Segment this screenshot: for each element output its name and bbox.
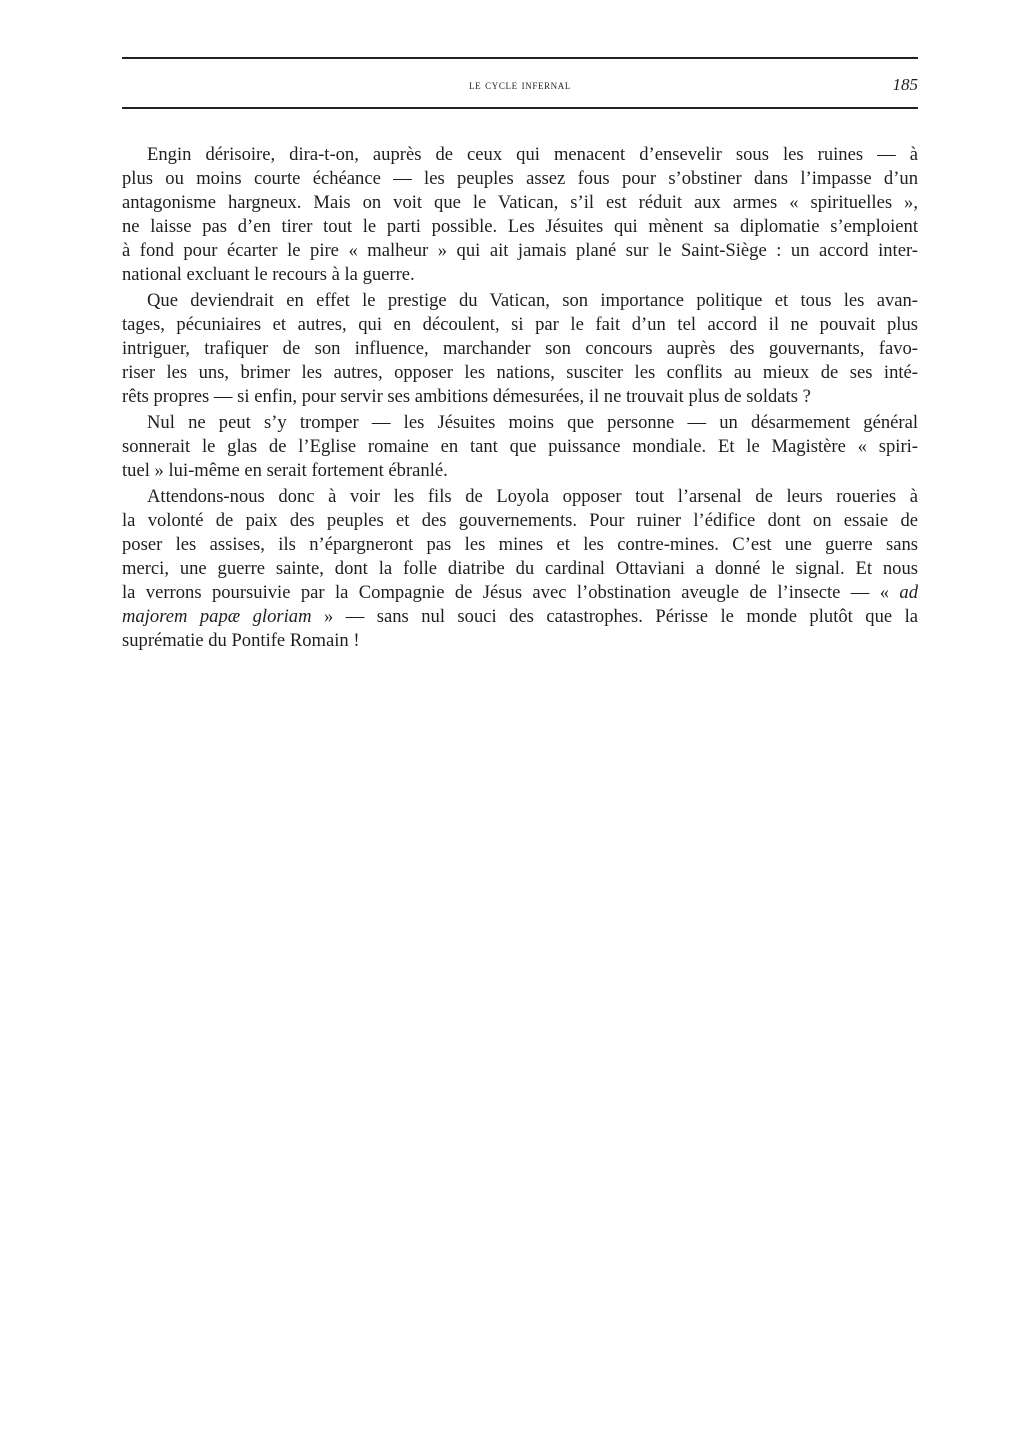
text-line: suprématie du Pontife Romain ! (122, 630, 360, 651)
text-line: sonnerait le glas de l’Eglise romaine en tant que puissance mondiale. Et le Magistère « spiri- (122, 436, 918, 457)
page-number: 185 (892, 75, 918, 94)
text-line: Engin dérisoire, dira-t-on, auprès de ceux qui menacent d’ensevelir sous les ruines — à (147, 144, 918, 165)
paragraph (122, 411, 918, 483)
text-line: intriguer, trafiquer de son influence, marchander son concours auprès des gouvernants, favo- (122, 338, 918, 359)
text-line (122, 581, 918, 605)
text-line: la volonté de paix des peuples et des gouvernements. Pour ruiner l’édifice dont on essaie de (122, 510, 918, 531)
text-line: tuel » lui-même en serait fortement ébranlé. (122, 460, 448, 481)
text-line: tages, pécuniaires et autres, qui en découlent, si par le fait d’un tel accord il ne pouvait plus (122, 314, 918, 335)
paragraph (122, 289, 918, 409)
text-line: Que deviendrait en effet le prestige du Vatican, son importance politique et tous les avan- (147, 290, 918, 311)
text-segment: la verrons poursuivie par la Compagnie de Jésus avec l’obstination aveugle de l’insecte — « (122, 582, 900, 603)
latin-phrase: ad (899, 582, 918, 603)
header-bottom-rule (122, 107, 918, 109)
text-line: antagonisme hargneux. Mais on voit que le Vatican, s’il est réduit aux armes « spirituelles », (122, 192, 918, 213)
text-line: merci, une guerre sainte, dont la folle diatribe du cardinal Ottaviani a donné le signal. Et nous (122, 558, 918, 579)
running-title: le cycle infernal (469, 77, 571, 92)
text-line: rêts propres — si enfin, pour servir ses ambitions démesurées, il ne trouvait plus de soldats ? (122, 386, 811, 407)
paragraph (122, 143, 918, 287)
header-top-rule (122, 57, 918, 59)
text-line: ne laisse pas d’en tirer tout le parti possible. Les Jésuites qui mènent sa diplomatie s’emploient (122, 216, 918, 237)
text-line: riser les uns, brimer les autres, opposer les nations, susciter les conflits au mieux de ses inté- (122, 362, 918, 383)
paragraph (122, 485, 918, 653)
running-head (122, 75, 918, 95)
text-segment: » — sans nul souci des catastrophes. Périsse le monde plutôt que la (311, 606, 918, 627)
text-line: plus ou moins courte échéance — les peuples assez fous pour s’obstiner dans l’impasse d’un (122, 168, 918, 189)
text-line: Attendons-nous donc à voir les fils de Loyola opposer tout l’arsenal de leurs roueries à (147, 486, 918, 507)
text-line: à fond pour écarter le pire « malheur » qui ait jamais plané sur le Saint-Siège : un accord inter- (122, 240, 918, 261)
text-line: poser les assises, ils n’épargneront pas les mines et les contre-mines. C’est une guerre sans (122, 534, 918, 555)
text-line: Nul ne peut s’y tromper — les Jésuites moins que personne — un désarmement général (147, 412, 918, 433)
latin-phrase: majorem papæ gloriam (122, 606, 312, 627)
body-text (122, 143, 918, 653)
text-line: national excluant le recours à la guerre. (122, 264, 415, 285)
text-line (122, 605, 918, 629)
